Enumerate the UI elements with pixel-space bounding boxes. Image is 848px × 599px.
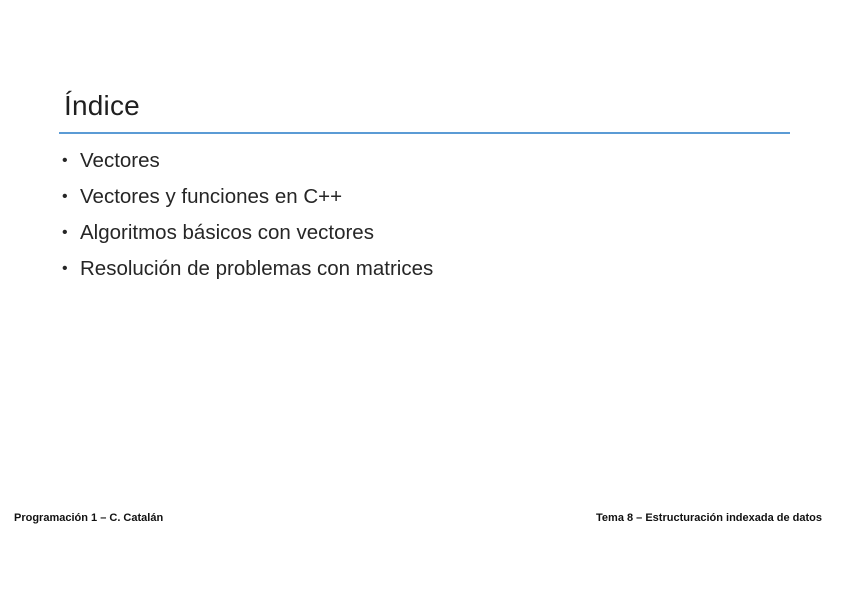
bullet-list — [62, 146, 433, 290]
slide-title: Índice — [64, 90, 140, 121]
bullet-item-vectores — [62, 146, 433, 182]
footer-topic: Tema 8 – Estructuración indexada de datos — [596, 512, 822, 524]
title-underline — [59, 132, 790, 134]
footer-course-author: Programación 1 – C. Catalán — [14, 512, 164, 524]
bullet-marker: • — [62, 224, 68, 241]
bullet-text: Vectores — [80, 149, 160, 172]
bullet-item-vectores-funciones — [62, 182, 433, 218]
bullet-item-algoritmos — [62, 218, 433, 254]
bullet-marker: • — [62, 152, 68, 169]
bullet-text: Vectores y funciones en C++ — [80, 185, 343, 208]
bullet-marker: • — [62, 260, 68, 277]
bullet-marker: • — [62, 188, 68, 205]
bullet-text: Resolución de problemas con matrices — [80, 257, 434, 280]
bullet-item-matrices — [62, 254, 433, 290]
bullet-text: Algoritmos básicos con vectores — [80, 221, 374, 244]
